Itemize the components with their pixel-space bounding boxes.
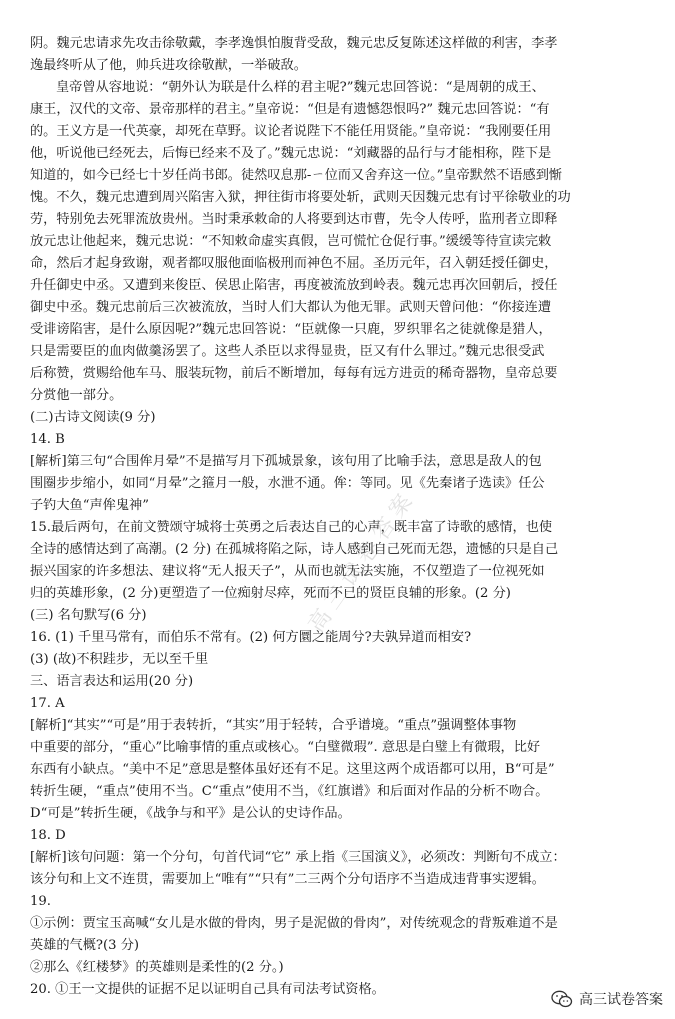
- answer-number: 17. A: [30, 696, 65, 711]
- text-line: 升任御史中丞。又遭到来俊臣、侯思止陷害，再度被流放到岭表。魏元忠再次回朝后，授任: [30, 278, 558, 293]
- section-heading: (三) 名句默写(6 分): [30, 608, 147, 623]
- text-line: 归的英雄形象，(2 分)更塑造了一位痴射尽瘁，死而不已的贤臣良辅的形象。(2 分): [30, 586, 511, 601]
- text-line: 放元忠让他起来，魏元忠说：“不知敕命虚实真假，岂可慌忙仓促行事。”缓缓等待宣读完敕: [30, 234, 552, 249]
- text-line: 后称赞，赏赐给他车马、服装玩物，前后不断增加，每每有远方进贡的稀奇器物，皇帝总要: [30, 366, 558, 381]
- footer-brand-label: 高三试卷答案: [579, 992, 663, 1008]
- text-line: 阴。魏元忠请求先攻击徐敬戴，李孝逸惧怕腹背受敌，魏元忠反复陈述这样做的利害，李孝: [30, 36, 558, 51]
- text-line: 劳，特别免去死罪流放贵州。当时秉承敕命的人将要到达市曹，先令人传呼，监刑者立即释: [30, 212, 558, 227]
- footer-brand[interactable]: [551, 989, 663, 1009]
- text-line: 康王，汉代的文帝、景帝那样的君主。”皇帝说：“但是有遗憾怨恨吗?” 魏元忠回答说：“有: [30, 102, 550, 117]
- text-line: 该分句和上文不连贯，需要加上“唯有”“只有”二三两个分句语序不当造成违背事实逻辑。: [30, 872, 545, 887]
- text-line: 命，然后才起身致谢，观者都叹服他面临极刑而神色不屈。圣历元年，召入朝廷授任御史，: [30, 256, 558, 271]
- text-line: 他，听说他已经死去，后悔已经来不及了。”魏元忠说：“刘藏器的品行与才能相称，陛下是: [30, 146, 552, 161]
- text-line: 逸最终听从了他，帅兵进攻徐敬猷，一举破敌。: [30, 58, 307, 73]
- answer-number: 14. B: [30, 432, 65, 447]
- text-line: 知道的，如今已经七十岁任尚书郎。徒然叹息那-ㄧ位而又舍弃这一位。”皇帝默然不语感到惭: [30, 168, 563, 183]
- text-line: 的。王义方是一代英豪，却死在草野。议论者说陛下不能任用贤能。”皇帝说：“我刚要任用: [30, 124, 552, 139]
- text-line: 只是需要臣的血肉做羹汤罢了。这些人杀臣以求得显贵，臣又有什么罪过。”魏元忠很受武: [30, 344, 545, 359]
- text-line: 20. ①王一文提供的证据不足以证明自己具有司法考试资格。: [30, 982, 385, 997]
- text-line: 15.最后两句，在前文赞颂守城将士英勇之后表达自己的心声，既丰富了诗歌的感情，也使: [30, 520, 553, 535]
- watermark: 高三试卷答案: [304, 485, 421, 638]
- wechat-icon: [551, 990, 573, 1008]
- text-line: 英雄的气概?(3 分): [30, 938, 140, 953]
- answer-number: 19.: [30, 894, 51, 909]
- text-line: 围圈步步缩小，如同“月晕”之箍月一般，水泄不通。侔：等同。见《先秦诸子选读》任公: [30, 476, 545, 491]
- text-line: 子钓大鱼“声侔鬼神”: [30, 498, 149, 513]
- text-line: 全诗的感情达到了高潮。(2 分) 在孤城将陷之际，诗人感到自己死而无怨，遗憾的只是自己: [30, 542, 559, 557]
- text-line: (3) (故)不积跬步，无以至千里: [30, 652, 209, 667]
- text-line: [解析]该句问题：第一个分句，句首代词“它” 承上指《三国演义》，必须改：判断句不成立：: [30, 850, 566, 865]
- answer-number: 18. D: [30, 828, 66, 843]
- text-line: 分赏他一部分。: [30, 388, 123, 403]
- text-line: 愧。不久，魏元忠遭到周兴陷害入狱，押往街市将要处斩，武则天因魏元忠有讨平徐敬业的功: [30, 190, 571, 205]
- text-line: 中重要的部分，“重心”比喻事情的重点或核心。“白璧微瑕”. 意思是白璧上有微瑕，比好: [30, 740, 541, 755]
- text-line: ①示例：贾宝玉高喊“女儿是水做的骨肉，男子是泥做的骨肉”，对传统观念的背叛难道不是: [30, 916, 558, 931]
- text-line: ②那么《红楼梦》的英雄则是柔性的(2 分。): [30, 960, 284, 975]
- text-line: 皇帝曾从容地说：“朝外认为联是什么样的君主呢?”魏元忠回答说：“是周朝的成王、: [56, 80, 545, 95]
- text-line: 振兴国家的许多想法、建议将“无人报天子”，从而也就无法实施，不仅塑造了一位视死如: [30, 564, 545, 579]
- text-line: 东西有小缺点。“美中不足”意思是整体虽好还有不足。这里这两个成语都可以用，B“可是”: [30, 762, 555, 777]
- text-line: 御史中丞。魏元忠前后三次被流放，当时人们大都认为他无罪。武则天曾问他：“你接连遭: [30, 300, 552, 315]
- text-line: [解析]第三句“合围侔月晕”不是描写月下孤城景象，该句用了比喻手法，意思是敌人的包: [30, 454, 542, 469]
- section-heading: (二)古诗文阅读(9 分): [30, 410, 156, 425]
- text-line: 转折生硬，“重点”使用不当。C“重点”使用不当，《红旗谱》和后面对作品的分析不吻合。: [30, 784, 549, 799]
- text-line: 受诽谤陷害，是什么原因呢?”魏元忠回答说：“臣就像一只鹿，罗织罪名之徒就像是猎人，: [30, 322, 552, 337]
- text-line: D“可是”转折生硬，《战争与和平》是公认的史诗作品。: [30, 806, 351, 821]
- section-heading: 三、语言表达和运用(20 分): [30, 674, 194, 689]
- text-line: 16. (1) 千里马常有，而伯乐不常有。(2) 何方圜之能周兮?夫孰异道而相安?: [30, 630, 472, 645]
- text-line: [解析]“其实”“可是”用于表转折，“其实”用于轻转，合乎谱境。“重点”强调整体事物: [30, 718, 517, 733]
